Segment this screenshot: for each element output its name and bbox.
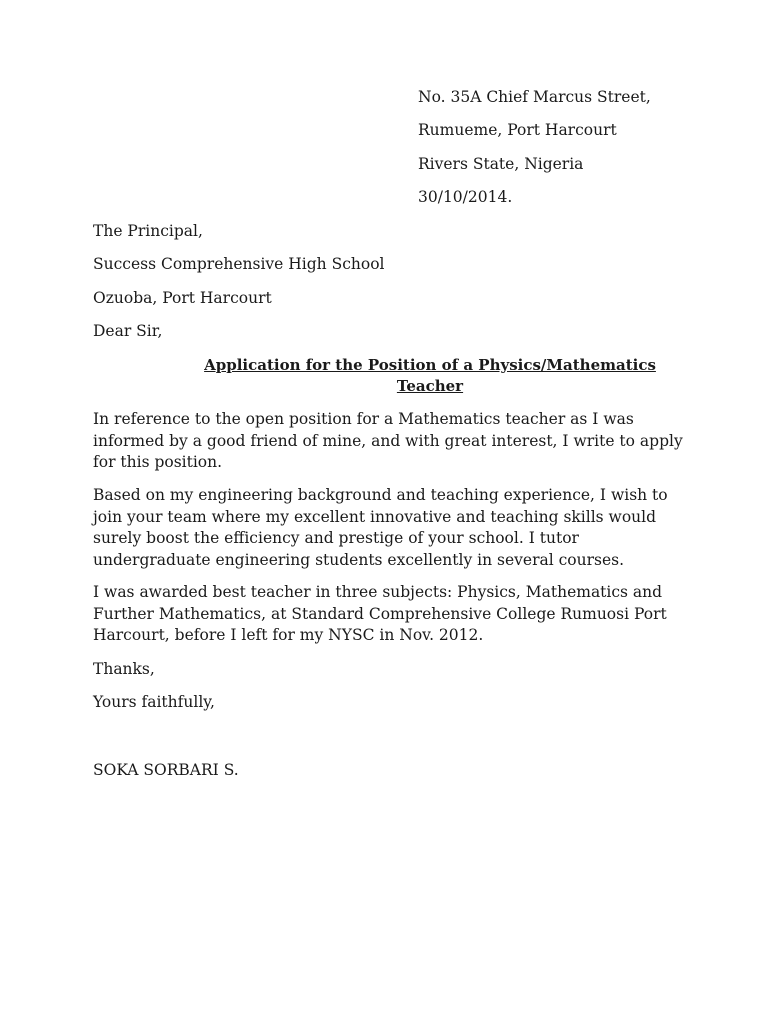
body-paragraph-3: I was awarded best teacher in three subjects: Physics, Mathematics and Further Mathematics, at Standard Comprehensive College Rumuosi Port Harcourt, before I left for my NYSC in Nov. 2012. <box>93 583 667 644</box>
recipient-title: The Principal, <box>93 222 203 240</box>
letter-date: 30/10/2014. <box>418 188 513 206</box>
sender-address-line-1: No. 35A Chief Marcus Street, <box>418 88 651 106</box>
body-paragraph-2: Based on my engineering background and teaching experience, I wish to join your team where my excellent innovative and teaching skills would surely boost the efficiency and prestige of your school. I tutor undergraduate engineering students excellently in several courses. <box>93 486 668 569</box>
recipient-school: Success Comprehensive High School <box>93 255 385 273</box>
sender-address-line-2: Rumueme, Port Harcourt <box>418 121 617 139</box>
valediction: Yours faithfully, <box>93 693 215 711</box>
recipient-location: Ozuoba, Port Harcourt <box>93 289 272 307</box>
sender-address-line-3: Rivers State, Nigeria <box>418 155 584 173</box>
salutation: Dear Sir, <box>93 322 163 340</box>
body-paragraph-1: In reference to the open position for a Mathematics teacher as I was informed by a good friend of mine, and with great interest, I write to apply for this position. <box>93 410 683 471</box>
thanks-line: Thanks, <box>93 660 155 678</box>
letter-subject: Application for the Position of a Physics/Mathematics Teacher <box>204 356 656 395</box>
signature-name: SOKA SORBARI S. <box>93 761 239 779</box>
